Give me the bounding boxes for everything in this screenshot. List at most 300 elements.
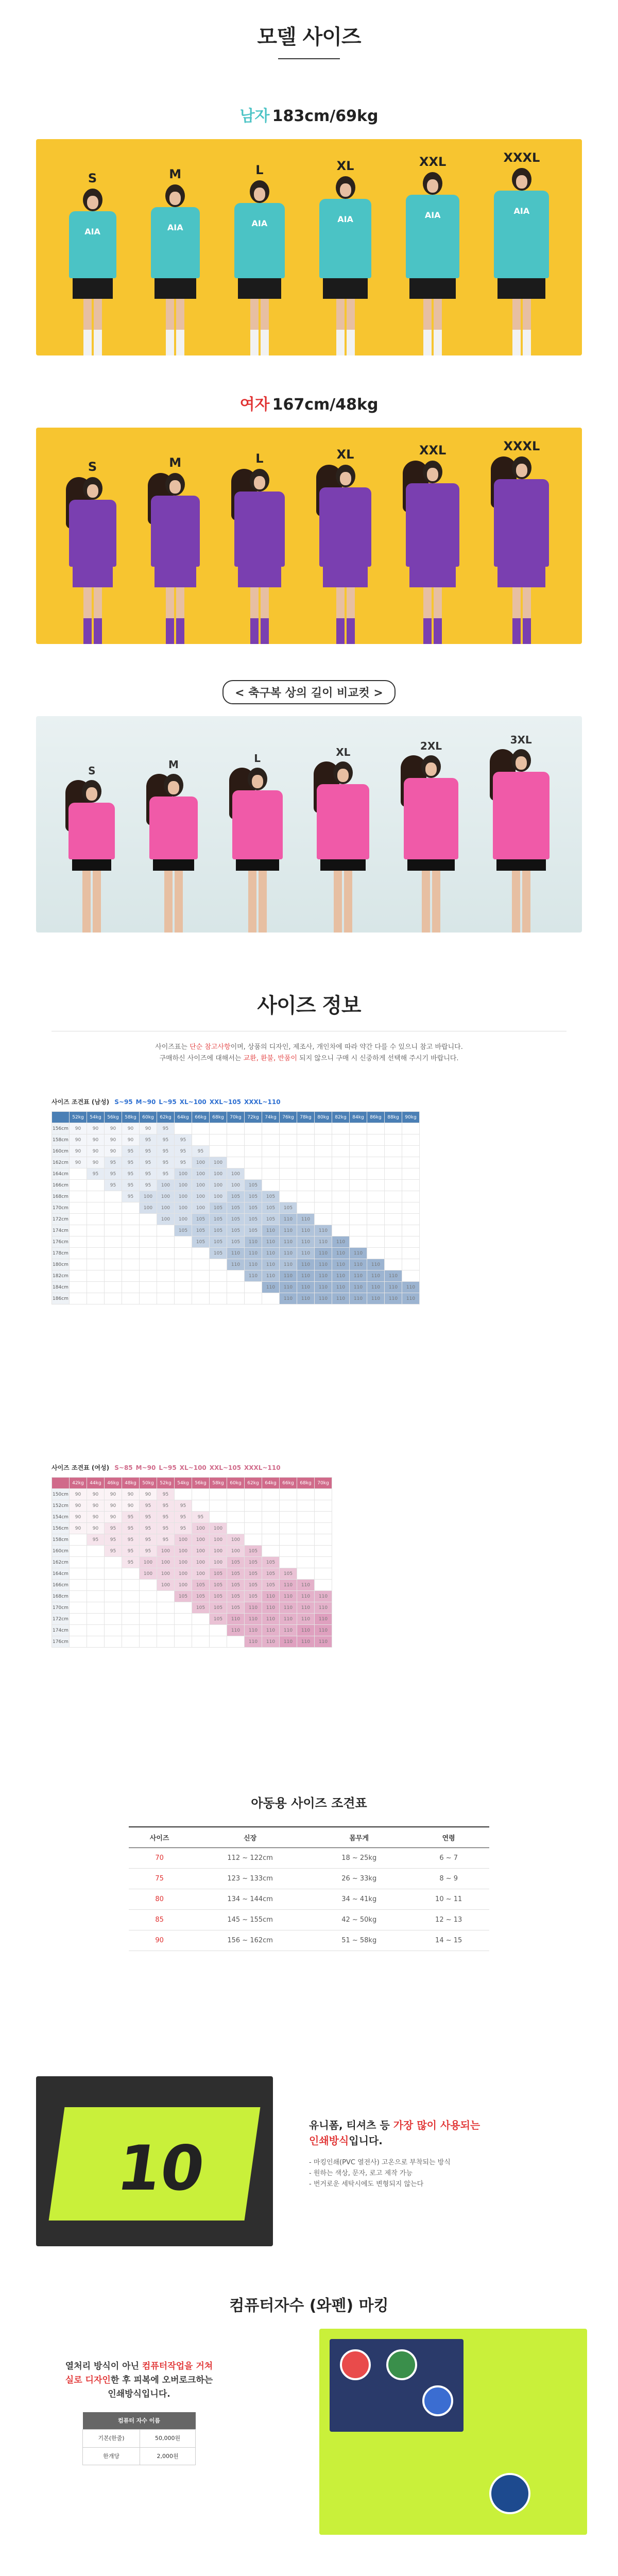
female-table-header xyxy=(52,1463,618,1472)
table-cell xyxy=(192,1636,210,1648)
table-cell xyxy=(227,1134,245,1146)
height-header: 156cm xyxy=(52,1123,70,1134)
model-leg xyxy=(166,587,174,618)
table-cell: 100 xyxy=(175,1168,192,1180)
table-cell xyxy=(402,1146,420,1157)
table-cell xyxy=(402,1214,420,1225)
table-cell: 100 xyxy=(192,1546,210,1557)
table-cell xyxy=(140,1293,157,1304)
table-cell: 100 xyxy=(210,1157,227,1168)
height-header: 170cm xyxy=(52,1202,70,1214)
table-cell: 110 xyxy=(350,1270,367,1282)
table-cell: 95 xyxy=(140,1134,157,1146)
jersey-logo: AIA xyxy=(84,227,100,236)
table-cell: 95 xyxy=(105,1546,122,1557)
table-cell xyxy=(245,1157,262,1168)
model-leg xyxy=(512,871,520,933)
height-header: 180cm xyxy=(52,1259,70,1270)
table-cell: 110 xyxy=(297,1580,315,1591)
model-legs xyxy=(317,871,369,933)
table-cell xyxy=(315,1557,332,1568)
model-sock xyxy=(176,618,184,644)
table-row xyxy=(52,1157,420,1168)
print-bullet: - 마킹인쇄(PVC 열전사) 고온으로 부착되는 방식 xyxy=(309,2159,451,2166)
table-cell xyxy=(262,1293,280,1304)
table-cell: 110 xyxy=(297,1625,315,1636)
table-cell xyxy=(262,1512,280,1523)
model-size-label: L xyxy=(255,163,264,177)
table-cell xyxy=(157,1636,175,1648)
table-cell: 110 xyxy=(385,1293,402,1304)
desc1-red: 단순 참고사항 xyxy=(190,1043,231,1051)
model-leg xyxy=(176,299,184,330)
table-cell xyxy=(385,1225,402,1236)
model-leg xyxy=(434,299,442,330)
table-cell: 110 xyxy=(315,1614,332,1625)
model-figure xyxy=(69,171,116,355)
kid-row xyxy=(129,1848,489,1869)
table-cell xyxy=(262,1500,280,1512)
table-cell: 110 xyxy=(262,1236,280,1248)
weight-header: 46kg xyxy=(105,1478,122,1489)
table-cell: 95 xyxy=(122,1191,140,1202)
table-cell: 95 xyxy=(122,1557,140,1568)
table-cell xyxy=(245,1282,262,1293)
table-cell: 105 xyxy=(245,1191,262,1202)
table-cell xyxy=(297,1546,315,1557)
table-cell: 110 xyxy=(367,1282,385,1293)
table-cell xyxy=(87,1614,105,1625)
table-cell xyxy=(70,1236,87,1248)
embroidery-price-table xyxy=(82,2412,196,2466)
height-header: 178cm xyxy=(52,1248,70,1259)
weight-header: 66kg xyxy=(192,1112,210,1123)
weight-header: 48kg xyxy=(122,1478,140,1489)
table-cell xyxy=(245,1512,262,1523)
model-body xyxy=(232,768,283,933)
kid-cell: 123 ~ 133cm xyxy=(190,1869,310,1889)
weight-header: 60kg xyxy=(227,1478,245,1489)
table-cell xyxy=(367,1168,385,1180)
table-cell xyxy=(87,1180,105,1191)
model-sock xyxy=(166,618,174,644)
table-cell: 95 xyxy=(140,1157,157,1168)
model-shorts xyxy=(409,278,456,299)
table-cell xyxy=(280,1534,297,1546)
table-cell: 110 xyxy=(315,1248,332,1259)
table-cell: 100 xyxy=(157,1557,175,1568)
table-cell xyxy=(367,1146,385,1157)
table-cell xyxy=(297,1123,315,1134)
table-cell: 105 xyxy=(227,1568,245,1580)
table-cell: 90 xyxy=(105,1500,122,1512)
model-legs xyxy=(406,299,459,330)
table-cell xyxy=(402,1180,420,1191)
model-jersey xyxy=(234,492,285,567)
table-cell: 110 xyxy=(280,1214,297,1225)
table-cell: 105 xyxy=(227,1580,245,1591)
model-jersey xyxy=(69,500,116,567)
table-cell xyxy=(70,1614,87,1625)
table-cell: 105 xyxy=(210,1591,227,1602)
model-size-label: L xyxy=(255,451,264,466)
table-cell: 110 xyxy=(280,1282,297,1293)
model-shorts xyxy=(496,859,546,871)
table-cell: 100 xyxy=(157,1202,175,1214)
model-figure xyxy=(494,150,549,355)
table-cell: 100 xyxy=(140,1191,157,1202)
table-cell: 110 xyxy=(315,1602,332,1614)
model-legs xyxy=(319,299,371,330)
model-jersey xyxy=(319,199,371,278)
table-cell: 90 xyxy=(122,1134,140,1146)
table-cell xyxy=(105,1282,122,1293)
compare-title: < 축구복 상의 길이 비교컷 > xyxy=(222,680,396,704)
table-cell: 105 xyxy=(262,1214,280,1225)
table-cell: 110 xyxy=(245,1248,262,1259)
table-cell: 110 xyxy=(297,1636,315,1648)
table-cell xyxy=(70,1168,87,1180)
table-cell: 110 xyxy=(297,1225,315,1236)
model-head xyxy=(512,456,531,479)
table-cell xyxy=(105,1625,122,1636)
model-body xyxy=(494,456,549,644)
table-cell: 105 xyxy=(210,1214,227,1225)
compare-photo xyxy=(36,716,582,933)
table-cell xyxy=(157,1225,175,1236)
weight-header: 68kg xyxy=(297,1478,315,1489)
table-cell xyxy=(87,1557,105,1568)
desc2-red: 교환, 환불, 반품이 xyxy=(243,1055,298,1063)
table-cell: 90 xyxy=(70,1134,87,1146)
table-cell xyxy=(297,1557,315,1568)
model-leg xyxy=(344,871,352,933)
height-header: 168cm xyxy=(52,1191,70,1202)
table-cell xyxy=(157,1236,175,1248)
table-cell xyxy=(262,1523,280,1534)
table-cell xyxy=(140,1214,157,1225)
table-cell: 90 xyxy=(70,1489,87,1500)
table-cell: 110 xyxy=(280,1225,297,1236)
model-sock xyxy=(250,618,259,644)
model-sock xyxy=(347,618,355,644)
emb-line-3: 인쇄방식입니다. xyxy=(108,2389,170,2400)
legend-item: XL~100 xyxy=(179,1464,207,1471)
table-cell xyxy=(332,1123,350,1134)
table-cell xyxy=(245,1523,262,1534)
model-head xyxy=(83,189,102,211)
table-cell xyxy=(87,1214,105,1225)
print-line2-red: 인쇄방식 xyxy=(309,2134,349,2147)
table-cell xyxy=(70,1625,87,1636)
table-cell: 90 xyxy=(122,1123,140,1134)
model-leg xyxy=(259,871,267,933)
table-cell xyxy=(227,1270,245,1282)
table-cell: 110 xyxy=(402,1293,420,1304)
model-head xyxy=(250,469,269,492)
table-cell xyxy=(315,1180,332,1191)
table-cell: 95 xyxy=(175,1134,192,1146)
table-cell: 110 xyxy=(332,1248,350,1259)
table-cell xyxy=(157,1293,175,1304)
table-cell xyxy=(367,1180,385,1191)
table-cell: 100 xyxy=(210,1546,227,1557)
table-cell xyxy=(280,1191,297,1202)
table-cell: 110 xyxy=(297,1614,315,1625)
weight-header: 52kg xyxy=(157,1478,175,1489)
table-row xyxy=(52,1259,420,1270)
table-cell: 100 xyxy=(175,1202,192,1214)
table-cell xyxy=(192,1259,210,1270)
table-cell xyxy=(385,1202,402,1214)
table-cell xyxy=(280,1512,297,1523)
model-jersey xyxy=(494,191,549,278)
kid-cell: 51 ~ 58kg xyxy=(310,1930,408,1951)
table-cell xyxy=(70,1636,87,1648)
table-cell: 95 xyxy=(140,1500,157,1512)
embroidery-photo xyxy=(319,2329,587,2535)
table-row xyxy=(52,1636,332,1648)
model-shorts xyxy=(497,567,545,587)
model-shorts xyxy=(238,278,281,299)
weight-header: 76kg xyxy=(280,1112,297,1123)
height-header: 162cm xyxy=(52,1157,70,1168)
kid-cell: 10 ~ 11 xyxy=(408,1889,489,1910)
table-cell xyxy=(175,1614,192,1625)
table-cell xyxy=(175,1636,192,1648)
print-line1-a: 유니폼, 티셔츠 등 xyxy=(309,2119,393,2131)
table-cell: 110 xyxy=(245,1236,262,1248)
table-cell xyxy=(105,1636,122,1648)
kid-cell: 75 xyxy=(129,1869,190,1889)
table-cell xyxy=(315,1168,332,1180)
table-cell xyxy=(402,1259,420,1270)
table-cell: 95 xyxy=(122,1512,140,1523)
table-cell: 95 xyxy=(192,1146,210,1157)
desc2-b: 되지 않으니 구매 시 신중하게 선택해 주시기 바랍니다. xyxy=(297,1055,459,1063)
model-sock xyxy=(512,618,521,644)
size-info-desc-1 xyxy=(0,1042,618,1053)
table-cell: 95 xyxy=(122,1546,140,1557)
model-size-label: S xyxy=(88,460,97,474)
model-legs xyxy=(494,587,549,618)
table-cell: 110 xyxy=(245,1625,262,1636)
table-cell xyxy=(402,1202,420,1214)
table-cell xyxy=(315,1500,332,1512)
table-cell: 110 xyxy=(332,1259,350,1270)
weight-header: 72kg xyxy=(245,1112,262,1123)
table-cell xyxy=(70,1568,87,1580)
model-sock xyxy=(83,330,92,355)
table-cell xyxy=(385,1146,402,1157)
table-cell xyxy=(315,1202,332,1214)
jersey-logo: AIA xyxy=(513,206,530,216)
table-cell xyxy=(175,1123,192,1134)
legend-item: XXL~105 xyxy=(209,1464,242,1471)
table-cell xyxy=(192,1625,210,1636)
table-cell xyxy=(105,1202,122,1214)
table-cell: 95 xyxy=(140,1180,157,1191)
table-cell: 95 xyxy=(140,1523,157,1534)
title-underline xyxy=(278,58,340,59)
jersey-logo: AIA xyxy=(337,214,353,224)
table-cell xyxy=(105,1225,122,1236)
table-cell xyxy=(140,1270,157,1282)
model-leg xyxy=(336,299,345,330)
weight-header: 56kg xyxy=(105,1112,122,1123)
emb-price-header: 컴퓨터 자수 이름 xyxy=(83,2412,196,2430)
weight-header: 88kg xyxy=(385,1112,402,1123)
model-legs xyxy=(319,587,371,618)
table-row xyxy=(52,1625,332,1636)
table-cell: 110 xyxy=(315,1270,332,1282)
kid-cell: 80 xyxy=(129,1889,190,1910)
table-cell xyxy=(122,1225,140,1236)
print-line2-b: 입니다. xyxy=(349,2134,383,2147)
table-cell: 105 xyxy=(262,1191,280,1202)
kid-cell: 18 ~ 25kg xyxy=(310,1848,408,1869)
table-cell: 105 xyxy=(245,1591,262,1602)
model-leg xyxy=(334,871,342,933)
model-socks xyxy=(234,618,285,644)
embroidery-heading xyxy=(0,2293,618,2315)
model-legs xyxy=(232,871,283,933)
table-cell xyxy=(157,1248,175,1259)
table-cell: 95 xyxy=(87,1168,105,1180)
male-table-title: 사이즈 조견표 (남성) xyxy=(52,1098,110,1106)
weight-header: 74kg xyxy=(262,1112,280,1123)
table-cell: 95 xyxy=(105,1534,122,1546)
table-cell xyxy=(192,1270,210,1282)
model-sock xyxy=(176,330,184,355)
table-cell: 95 xyxy=(140,1512,157,1523)
model-head xyxy=(333,761,353,784)
model-size-label: XXL xyxy=(419,155,447,169)
model-shorts xyxy=(73,278,113,299)
model-sock xyxy=(94,618,102,644)
male-table-legend xyxy=(114,1098,283,1106)
model-socks xyxy=(494,330,549,355)
table-cell xyxy=(315,1523,332,1534)
table-cell xyxy=(245,1168,262,1180)
model-head xyxy=(336,176,355,199)
table-cell: 100 xyxy=(175,1214,192,1225)
weight-header: 78kg xyxy=(297,1112,315,1123)
model-leg xyxy=(512,299,521,330)
table-cell xyxy=(297,1168,315,1180)
table-cell xyxy=(105,1259,122,1270)
table-cell: 100 xyxy=(157,1580,175,1591)
table-cell xyxy=(210,1489,227,1500)
table-row xyxy=(52,1557,332,1568)
table-cell xyxy=(315,1489,332,1500)
model-shorts xyxy=(73,567,113,587)
table-cell: 110 xyxy=(262,1248,280,1259)
table-cell xyxy=(70,1225,87,1236)
model-body xyxy=(68,780,115,933)
kid-table-section xyxy=(0,1793,618,1951)
table-cell: 110 xyxy=(297,1259,315,1270)
table-cell xyxy=(402,1123,420,1134)
table-cell: 90 xyxy=(87,1146,105,1157)
female-stats: 167cm/48kg xyxy=(272,396,379,414)
model-leg xyxy=(83,299,92,330)
emb-line-2 xyxy=(36,2374,242,2387)
model-body xyxy=(406,461,459,644)
table-cell xyxy=(70,1293,87,1304)
table-cell: 100 xyxy=(157,1546,175,1557)
table-cell: 95 xyxy=(122,1180,140,1191)
model-socks xyxy=(234,330,285,355)
table-cell xyxy=(297,1134,315,1146)
table-cell: 95 xyxy=(192,1512,210,1523)
table-cell xyxy=(402,1236,420,1248)
table-cell xyxy=(402,1270,420,1282)
table-cell: 95 xyxy=(140,1534,157,1546)
model-leg xyxy=(176,587,184,618)
model-shorts xyxy=(154,567,196,587)
table-cell: 95 xyxy=(140,1168,157,1180)
table-cell: 95 xyxy=(105,1180,122,1191)
weight-header: 68kg xyxy=(210,1112,227,1123)
table-cell xyxy=(402,1191,420,1202)
table-cell: 110 xyxy=(262,1614,280,1625)
size-info-title: 사이즈 정보 xyxy=(257,994,361,1018)
model-sock xyxy=(261,330,269,355)
table-cell: 110 xyxy=(245,1270,262,1282)
height-header: 156cm xyxy=(52,1523,70,1534)
table-cell: 105 xyxy=(192,1236,210,1248)
legend-item: L~95 xyxy=(159,1464,177,1471)
model-socks xyxy=(494,618,549,644)
height-header: 170cm xyxy=(52,1602,70,1614)
legend-item: M~90 xyxy=(135,1464,156,1471)
model-jersey xyxy=(494,479,549,567)
model-figure xyxy=(232,752,283,933)
table-cell xyxy=(385,1191,402,1202)
table-cell: 100 xyxy=(227,1168,245,1180)
table-cell: 90 xyxy=(122,1500,140,1512)
model-jersey xyxy=(406,483,459,567)
table-cell xyxy=(350,1180,367,1191)
height-header: 160cm xyxy=(52,1546,70,1557)
male-stats: 183cm/69kg xyxy=(272,107,379,125)
model-figure xyxy=(68,765,115,933)
table-cell: 100 xyxy=(192,1557,210,1568)
table-cell: 90 xyxy=(87,1523,105,1534)
legend-item: XXXL~110 xyxy=(244,1464,281,1471)
model-size-label: M xyxy=(168,758,179,771)
table-cell xyxy=(367,1214,385,1225)
size-info-section xyxy=(0,989,618,1064)
model-socks xyxy=(319,618,371,644)
table-cell: 105 xyxy=(280,1568,297,1580)
kid-row xyxy=(129,1869,489,1889)
table-cell: 105 xyxy=(210,1614,227,1625)
table-cell xyxy=(297,1534,315,1546)
kid-cell: 6 ~ 7 xyxy=(408,1848,489,1869)
table-cell: 110 xyxy=(227,1625,245,1636)
male-size-table xyxy=(52,1111,420,1304)
model-size-label: XL xyxy=(336,159,354,173)
model-figure xyxy=(151,167,200,355)
table-cell: 90 xyxy=(140,1123,157,1134)
print-bullets xyxy=(309,2158,577,2190)
table-cell xyxy=(332,1134,350,1146)
table-cell: 110 xyxy=(297,1293,315,1304)
table-cell xyxy=(87,1225,105,1236)
table-cell: 110 xyxy=(227,1248,245,1259)
